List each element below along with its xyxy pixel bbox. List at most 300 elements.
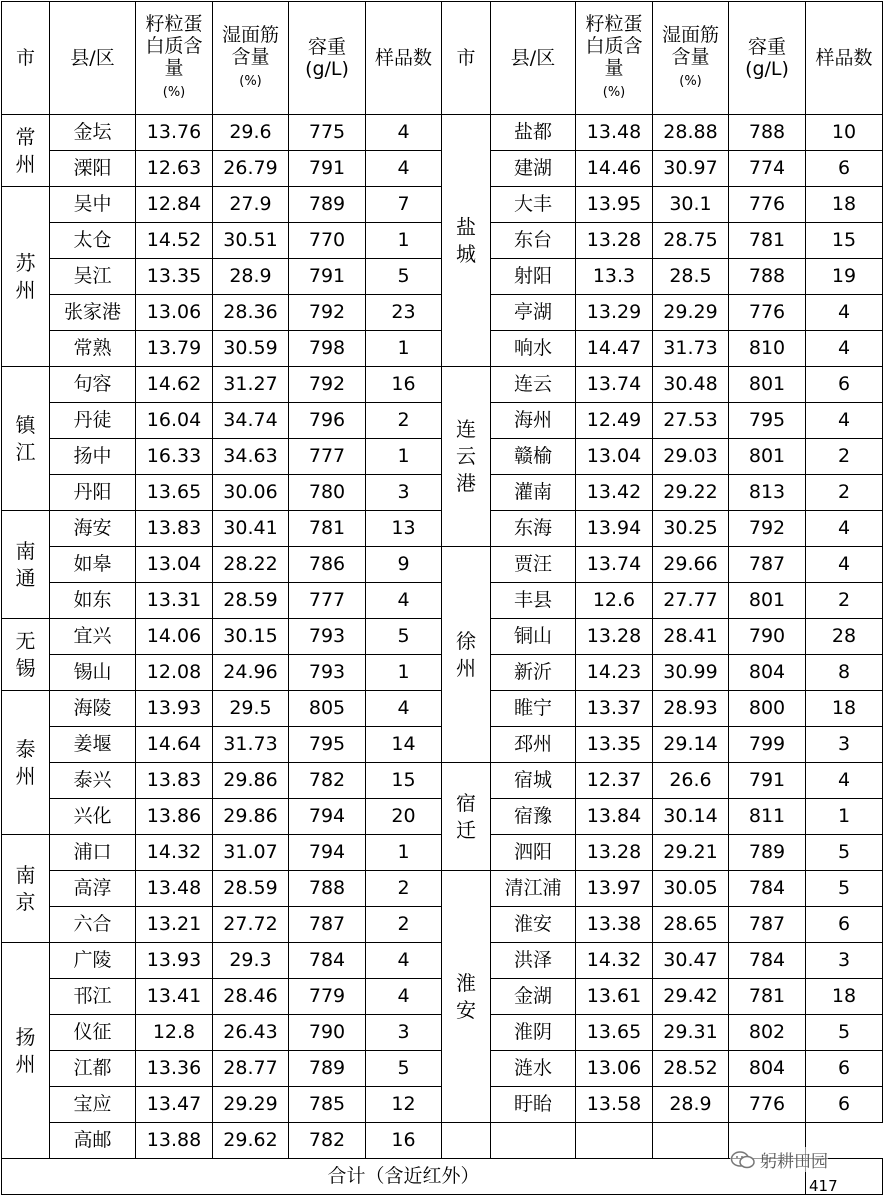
left-county-cell: 六合 xyxy=(50,907,136,943)
header-county: 县/区 xyxy=(50,2,136,115)
left-county-cell: 宝应 xyxy=(50,1087,136,1123)
right-density-cell: 781 xyxy=(729,223,806,259)
header-gluten-unit: (%) xyxy=(239,73,262,89)
right-protein-cell: 14.23 xyxy=(576,655,653,691)
left-gluten-cell: 29.29 xyxy=(213,1087,289,1123)
header-county-right: 县/区 xyxy=(491,2,576,115)
right-county-cell: 丰县 xyxy=(491,583,576,619)
right-samples-cell: 3 xyxy=(806,943,883,979)
right-gluten-cell: 30.48 xyxy=(653,367,729,403)
right-gluten-cell: 30.97 xyxy=(653,151,729,187)
right-protein-cell: 13.3 xyxy=(576,259,653,295)
right-gluten-cell: 28.93 xyxy=(653,691,729,727)
left-samples-cell: 3 xyxy=(366,1015,442,1051)
header-density-unit: (g/L) xyxy=(305,58,349,80)
left-protein-cell: 13.48 xyxy=(136,871,213,907)
left-density-cell: 798 xyxy=(289,331,366,367)
right-county-cell: 淮安 xyxy=(491,907,576,943)
left-density-cell: 777 xyxy=(289,583,366,619)
left-county-cell: 浦口 xyxy=(50,835,136,871)
right-gluten-cell: 29.22 xyxy=(653,475,729,511)
right-density-cell: 811 xyxy=(729,799,806,835)
left-density-cell: 789 xyxy=(289,1051,366,1087)
header-density-right xyxy=(729,2,806,115)
left-density-cell: 794 xyxy=(289,835,366,871)
left-density-cell: 780 xyxy=(289,475,366,511)
right-gluten-cell: 28.52 xyxy=(653,1051,729,1087)
city-char: 城 xyxy=(456,241,476,266)
left-county-cell: 锡山 xyxy=(50,655,136,691)
header-density xyxy=(289,2,366,115)
left-density-cell: 787 xyxy=(289,907,366,943)
left-city-cell xyxy=(2,691,50,835)
right-county-cell: 建湖 xyxy=(491,151,576,187)
wechat-icon xyxy=(730,1150,756,1170)
right-protein-cell: 14.32 xyxy=(576,943,653,979)
right-protein-cell: 13.65 xyxy=(576,1015,653,1051)
right-city-cell xyxy=(442,115,491,367)
left-protein-cell: 13.06 xyxy=(136,295,213,331)
right-gluten-cell: 28.9 xyxy=(653,1087,729,1123)
left-gluten-cell: 27.9 xyxy=(213,187,289,223)
right-samples-cell: 4 xyxy=(806,403,883,439)
right-protein-cell: 13.37 xyxy=(576,691,653,727)
right-protein-cell: 13.29 xyxy=(576,295,653,331)
right-density-cell: 799 xyxy=(729,727,806,763)
right-density-cell: 801 xyxy=(729,367,806,403)
left-samples-cell: 4 xyxy=(366,979,442,1015)
left-gluten-cell: 31.73 xyxy=(213,727,289,763)
left-samples-cell: 13 xyxy=(366,511,442,547)
right-density-cell: 791 xyxy=(729,763,806,799)
left-county-cell: 丹阳 xyxy=(50,475,136,511)
right-protein-cell: 13.74 xyxy=(576,367,653,403)
right-samples-cell: 1 xyxy=(806,799,883,835)
left-county-cell: 邗江 xyxy=(50,979,136,1015)
right-density-cell: 784 xyxy=(729,943,806,979)
left-protein-cell: 12.8 xyxy=(136,1015,213,1051)
left-county-cell: 张家港 xyxy=(50,295,136,331)
city-char: 安 xyxy=(456,997,476,1022)
left-samples-cell: 14 xyxy=(366,727,442,763)
right-gluten-cell: 28.41 xyxy=(653,619,729,655)
left-county-cell: 吴中 xyxy=(50,187,136,223)
left-samples-cell: 23 xyxy=(366,295,442,331)
right-samples-cell: 4 xyxy=(806,763,883,799)
left-samples-cell: 12 xyxy=(366,1087,442,1123)
left-gluten-cell: 30.15 xyxy=(213,619,289,655)
right-density-cell: 801 xyxy=(729,439,806,475)
right-county-cell: 射阳 xyxy=(491,259,576,295)
right-gluten-cell: 29.14 xyxy=(653,727,729,763)
right-city-cell xyxy=(442,367,491,547)
right-samples-cell: 8 xyxy=(806,655,883,691)
left-city-cell xyxy=(2,367,50,511)
left-county-cell: 兴化 xyxy=(50,799,136,835)
city-char: 无 xyxy=(15,628,36,653)
left-protein-cell: 12.08 xyxy=(136,655,213,691)
right-gluten-cell: 28.75 xyxy=(653,223,729,259)
city-char: 迁 xyxy=(456,817,476,842)
right-county-cell: 亭湖 xyxy=(491,295,576,331)
left-protein-cell: 14.32 xyxy=(136,835,213,871)
left-city-cell xyxy=(2,511,50,619)
left-samples-cell: 1 xyxy=(366,439,442,475)
total-label: 合计（含近红外） xyxy=(2,1159,806,1195)
left-protein-cell: 13.35 xyxy=(136,259,213,295)
right-samples-cell: 2 xyxy=(806,475,883,511)
city-char: 州 xyxy=(456,655,476,680)
right-protein-cell: 13.84 xyxy=(576,799,653,835)
right-county-cell: 盐都 xyxy=(491,115,576,151)
city-char: 镇 xyxy=(15,412,36,437)
left-density-cell: 796 xyxy=(289,403,366,439)
left-county-cell: 海安 xyxy=(50,511,136,547)
right-density-cell: 789 xyxy=(729,835,806,871)
header-protein-line1: 籽粒蛋 xyxy=(585,12,643,35)
right-density-cell: 774 xyxy=(729,151,806,187)
right-density-cell: 776 xyxy=(729,295,806,331)
city-char: 州 xyxy=(15,277,36,302)
left-samples-cell: 4 xyxy=(366,115,442,151)
right-city-cell xyxy=(442,871,491,1123)
left-gluten-cell: 29.3 xyxy=(213,943,289,979)
right-gluten-cell: 28.65 xyxy=(653,907,729,943)
right-density-cell: 781 xyxy=(729,979,806,1015)
left-county-cell: 江都 xyxy=(50,1051,136,1087)
left-gluten-cell: 26.79 xyxy=(213,151,289,187)
left-gluten-cell: 34.74 xyxy=(213,403,289,439)
right-samples-cell: 4 xyxy=(806,511,883,547)
left-protein-cell: 13.04 xyxy=(136,547,213,583)
right-county-cell: 宿城 xyxy=(491,763,576,799)
right-county-cell: 宿豫 xyxy=(491,799,576,835)
right-protein-cell: 13.95 xyxy=(576,187,653,223)
right-county-cell: 清江浦 xyxy=(491,871,576,907)
left-samples-cell: 4 xyxy=(366,943,442,979)
city-char: 泰 xyxy=(15,736,36,761)
left-protein-cell: 12.84 xyxy=(136,187,213,223)
left-city-cell xyxy=(2,619,50,691)
left-county-cell: 句容 xyxy=(50,367,136,403)
right-protein-cell: 13.35 xyxy=(576,727,653,763)
header-protein-right xyxy=(576,2,653,115)
left-density-cell: 789 xyxy=(289,187,366,223)
left-density-cell: 770 xyxy=(289,223,366,259)
wheat-quality-table xyxy=(1,1,883,1195)
table-row xyxy=(2,367,883,403)
left-protein-cell: 13.83 xyxy=(136,763,213,799)
left-gluten-cell: 27.72 xyxy=(213,907,289,943)
header-samples-right: 样品数 xyxy=(806,2,883,115)
header-protein-line2: 白质含 xyxy=(585,34,643,57)
left-protein-cell: 13.86 xyxy=(136,799,213,835)
right-samples-cell: 6 xyxy=(806,1087,883,1123)
left-protein-cell: 13.83 xyxy=(136,511,213,547)
left-gluten-cell: 30.41 xyxy=(213,511,289,547)
left-density-cell: 795 xyxy=(289,727,366,763)
right-protein-cell: 13.38 xyxy=(576,907,653,943)
right-density-cell: 787 xyxy=(729,907,806,943)
left-gluten-cell: 29.6 xyxy=(213,115,289,151)
right-county-cell: 邳州 xyxy=(491,727,576,763)
city-char: 常 xyxy=(15,124,36,149)
city-char: 徐 xyxy=(456,628,476,653)
header-samples: 样品数 xyxy=(366,2,442,115)
right-density-cell: 802 xyxy=(729,1015,806,1051)
city-char: 苏 xyxy=(15,250,36,275)
left-density-cell: 785 xyxy=(289,1087,366,1123)
city-char: 锡 xyxy=(15,655,36,680)
left-county-cell: 扬中 xyxy=(50,439,136,475)
left-gluten-cell: 34.63 xyxy=(213,439,289,475)
city-char: 扬 xyxy=(15,1024,36,1049)
header-gluten-line1: 湿面筋 xyxy=(221,23,279,46)
left-density-cell: 779 xyxy=(289,979,366,1015)
right-gluten-cell: 30.25 xyxy=(653,511,729,547)
total-count: 417 xyxy=(806,1159,883,1195)
left-gluten-cell: 31.27 xyxy=(213,367,289,403)
left-samples-cell: 4 xyxy=(366,151,442,187)
city-char: 连 xyxy=(456,417,476,441)
right-samples-cell: 6 xyxy=(806,907,883,943)
header-gluten xyxy=(213,2,289,115)
right-density-cell: 788 xyxy=(729,259,806,295)
header-protein xyxy=(136,2,213,115)
right-density-cell: 776 xyxy=(729,187,806,223)
left-gluten-cell: 29.62 xyxy=(213,1123,289,1159)
left-samples-cell: 15 xyxy=(366,763,442,799)
header-protein-line3: 量 xyxy=(604,56,624,79)
left-gluten-cell: 28.59 xyxy=(213,871,289,907)
left-county-cell: 海陵 xyxy=(50,691,136,727)
right-gluten-cell: 26.6 xyxy=(653,763,729,799)
right-protein-cell: 13.04 xyxy=(576,439,653,475)
left-density-cell: 782 xyxy=(289,763,366,799)
left-county-cell: 太仓 xyxy=(50,223,136,259)
right-samples-cell: 15 xyxy=(806,223,883,259)
right-density-cell: 800 xyxy=(729,691,806,727)
header-density-unit: (g/L) xyxy=(745,58,789,80)
left-samples-cell: 7 xyxy=(366,187,442,223)
right-protein-cell: 12.6 xyxy=(576,583,653,619)
city-char: 南 xyxy=(15,862,36,887)
left-samples-cell: 2 xyxy=(366,403,442,439)
right-density-cell: 804 xyxy=(729,1051,806,1087)
header-gluten-line2: 含量 xyxy=(231,45,270,68)
right-samples-cell: 6 xyxy=(806,151,883,187)
left-protein-cell: 13.93 xyxy=(136,691,213,727)
left-samples-cell: 20 xyxy=(366,799,442,835)
left-protein-cell: 16.33 xyxy=(136,439,213,475)
right-gluten-cell: 29.03 xyxy=(653,439,729,475)
left-gluten-cell: 29.5 xyxy=(213,691,289,727)
right-samples-cell: 5 xyxy=(806,835,883,871)
left-county-cell: 姜堰 xyxy=(50,727,136,763)
left-protein-cell: 13.36 xyxy=(136,1051,213,1087)
right-samples-cell: 5 xyxy=(806,871,883,907)
right-samples-cell: 6 xyxy=(806,1051,883,1087)
city-char: 江 xyxy=(15,439,36,464)
right-protein-cell: 13.28 xyxy=(576,835,653,871)
left-gluten-cell: 28.59 xyxy=(213,583,289,619)
left-density-cell: 793 xyxy=(289,655,366,691)
right-gluten-cell: 27.53 xyxy=(653,403,729,439)
left-density-cell: 791 xyxy=(289,259,366,295)
left-city-cell xyxy=(2,835,50,943)
right-protein-cell: 13.06 xyxy=(576,1051,653,1087)
left-samples-cell: 5 xyxy=(366,259,442,295)
right-county-cell: 东海 xyxy=(491,511,576,547)
left-protein-cell: 13.79 xyxy=(136,331,213,367)
right-protein-cell: 14.47 xyxy=(576,331,653,367)
left-samples-cell: 4 xyxy=(366,583,442,619)
right-samples-cell: 18 xyxy=(806,691,883,727)
left-gluten-cell: 28.46 xyxy=(213,979,289,1015)
left-protein-cell: 13.88 xyxy=(136,1123,213,1159)
city-char: 州 xyxy=(15,763,36,788)
table-row xyxy=(2,871,883,907)
left-gluten-cell: 30.51 xyxy=(213,223,289,259)
city-char: 云 xyxy=(456,444,476,468)
right-samples-cell: 4 xyxy=(806,331,883,367)
right-gluten-cell: 27.77 xyxy=(653,583,729,619)
left-samples-cell: 5 xyxy=(366,1051,442,1087)
left-county-cell: 高淳 xyxy=(50,871,136,907)
right-gluten-cell: 28.5 xyxy=(653,259,729,295)
left-county-cell: 常熟 xyxy=(50,331,136,367)
left-density-cell: 788 xyxy=(289,871,366,907)
left-city-cell xyxy=(2,943,50,1159)
right-empty-cell xyxy=(442,1123,491,1159)
left-protein-cell: 13.31 xyxy=(136,583,213,619)
left-gluten-cell: 28.9 xyxy=(213,259,289,295)
left-samples-cell: 5 xyxy=(366,619,442,655)
right-county-cell: 铜山 xyxy=(491,619,576,655)
right-density-cell: 792 xyxy=(729,511,806,547)
right-protein-cell: 13.28 xyxy=(576,223,653,259)
right-samples-cell: 19 xyxy=(806,259,883,295)
header-protein-unit: (%) xyxy=(162,84,186,100)
right-density-cell: 787 xyxy=(729,547,806,583)
header-protein-line1: 籽粒蛋 xyxy=(145,12,203,35)
city-char: 宿 xyxy=(456,790,476,815)
left-samples-cell: 2 xyxy=(366,907,442,943)
left-protein-cell: 12.63 xyxy=(136,151,213,187)
right-gluten-cell: 30.47 xyxy=(653,943,729,979)
right-density-cell: 804 xyxy=(729,655,806,691)
right-gluten-cell: 30.05 xyxy=(653,871,729,907)
left-protein-cell: 16.04 xyxy=(136,403,213,439)
left-samples-cell: 4 xyxy=(366,691,442,727)
right-samples-cell: 4 xyxy=(806,295,883,331)
table-row xyxy=(2,763,883,799)
left-protein-cell: 13.21 xyxy=(136,907,213,943)
left-samples-cell: 16 xyxy=(366,1123,442,1159)
right-samples-cell: 18 xyxy=(806,979,883,1015)
left-county-cell: 如皋 xyxy=(50,547,136,583)
left-gluten-cell: 31.07 xyxy=(213,835,289,871)
left-density-cell: 790 xyxy=(289,1015,366,1051)
right-gluten-cell: 31.73 xyxy=(653,331,729,367)
right-city-cell xyxy=(442,763,491,871)
left-city-cell xyxy=(2,187,50,367)
left-county-cell: 吴江 xyxy=(50,259,136,295)
header-density-line1: 容重 xyxy=(307,36,346,58)
left-county-cell: 泰兴 xyxy=(50,763,136,799)
right-county-cell: 盱眙 xyxy=(491,1087,576,1123)
right-protein-cell: 14.46 xyxy=(576,151,653,187)
left-density-cell: 775 xyxy=(289,115,366,151)
right-samples-cell: 10 xyxy=(806,115,883,151)
header-gluten-line1: 湿面筋 xyxy=(661,23,719,46)
header-protein-line3: 量 xyxy=(164,56,184,79)
left-protein-cell: 14.06 xyxy=(136,619,213,655)
right-gluten-cell: 29.42 xyxy=(653,979,729,1015)
right-gluten-cell: 28.88 xyxy=(653,115,729,151)
left-county-cell: 仪征 xyxy=(50,1015,136,1051)
right-density-cell: 810 xyxy=(729,331,806,367)
right-gluten-cell: 30.99 xyxy=(653,655,729,691)
right-county-cell: 海州 xyxy=(491,403,576,439)
right-gluten-cell: 29.31 xyxy=(653,1015,729,1051)
table-row xyxy=(2,547,883,583)
left-gluten-cell: 28.36 xyxy=(213,295,289,331)
header-city: 市 xyxy=(2,2,50,115)
left-density-cell: 794 xyxy=(289,799,366,835)
right-county-cell: 睢宁 xyxy=(491,691,576,727)
header-city-right: 市 xyxy=(442,2,491,115)
header-gluten-unit: (%) xyxy=(679,73,702,89)
right-samples-cell: 6 xyxy=(806,367,883,403)
right-county-cell: 大丰 xyxy=(491,187,576,223)
left-density-cell: 777 xyxy=(289,439,366,475)
right-density-cell: 784 xyxy=(729,871,806,907)
left-county-cell: 金坛 xyxy=(50,115,136,151)
left-protein-cell: 13.47 xyxy=(136,1087,213,1123)
left-density-cell: 805 xyxy=(289,691,366,727)
left-samples-cell: 1 xyxy=(366,223,442,259)
header-protein-line2: 白质含 xyxy=(145,34,203,57)
right-county-cell: 赣榆 xyxy=(491,439,576,475)
left-density-cell: 784 xyxy=(289,943,366,979)
left-samples-cell: 9 xyxy=(366,547,442,583)
header-row xyxy=(2,2,883,115)
right-protein-cell: 13.28 xyxy=(576,619,653,655)
right-density-cell: 801 xyxy=(729,583,806,619)
left-county-cell: 丹徒 xyxy=(50,403,136,439)
right-density-cell: 790 xyxy=(729,619,806,655)
right-county-cell: 新沂 xyxy=(491,655,576,691)
left-gluten-cell: 28.77 xyxy=(213,1051,289,1087)
right-protein-cell: 13.94 xyxy=(576,511,653,547)
left-density-cell: 791 xyxy=(289,151,366,187)
city-char: 港 xyxy=(456,471,476,495)
right-protein-cell: 13.74 xyxy=(576,547,653,583)
left-samples-cell: 3 xyxy=(366,475,442,511)
city-char: 通 xyxy=(15,565,36,590)
watermark-text: 躬耕田园 xyxy=(760,1152,828,1172)
left-gluten-cell: 26.43 xyxy=(213,1015,289,1051)
left-density-cell: 782 xyxy=(289,1123,366,1159)
right-protein-cell: 12.37 xyxy=(576,763,653,799)
left-gluten-cell: 30.06 xyxy=(213,475,289,511)
right-county-cell: 洪泽 xyxy=(491,943,576,979)
right-county-cell: 涟水 xyxy=(491,1051,576,1087)
left-protein-cell: 14.52 xyxy=(136,223,213,259)
left-gluten-cell: 28.22 xyxy=(213,547,289,583)
right-county-cell: 响水 xyxy=(491,331,576,367)
